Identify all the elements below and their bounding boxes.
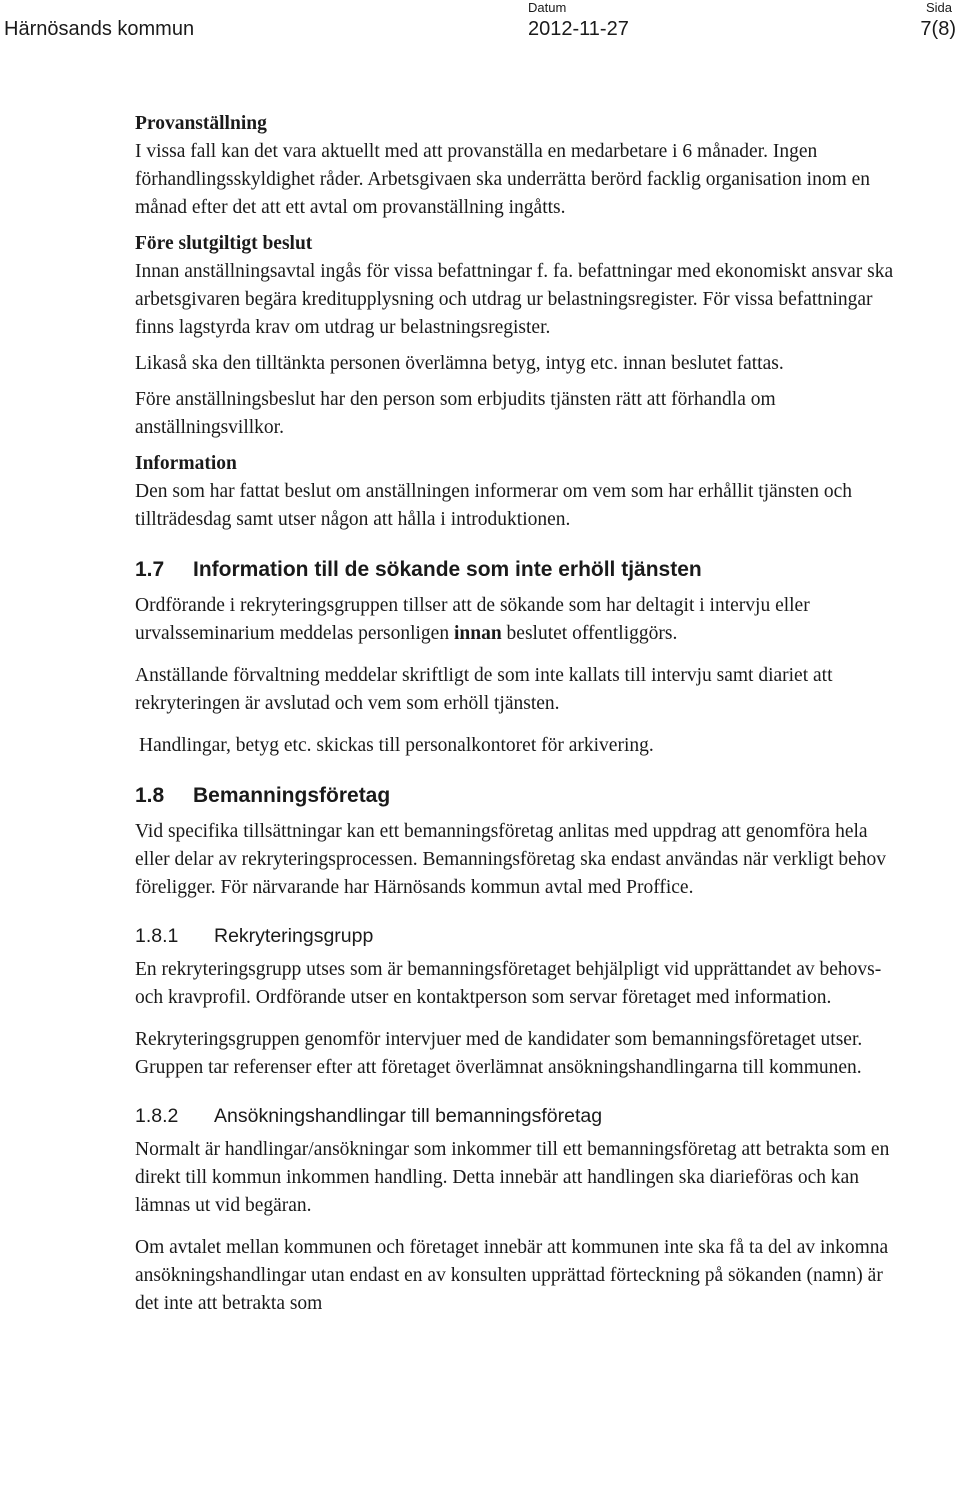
- section-title: Ansökningshandlingar till bemanningsföretag: [214, 1105, 603, 1127]
- section-1-8-1-paragraph-2: Rekryteringsgruppen genomför intervjuer med de kandidater som bemanningsföretaget utser. Gruppen tar referenser efter att företaget överlämnat ansökningshandlingarna till kommunen.: [135, 1029, 863, 1078]
- header-date: 2012-11-27: [528, 18, 629, 40]
- section-1-8-1-heading: [135, 922, 895, 950]
- section-1-8-2-paragraph-1: Normalt är handlingar/ansökningar som inkommer till ett bemanningsföretag att betrakta som en direkt till kommun inkommen handling. Detta innebär att handlingen ska diarieföras och kan lämnas ut vid begäran.: [135, 1139, 890, 1216]
- document-body: [135, 110, 895, 1318]
- emphasis-text: innan: [453, 623, 502, 644]
- provanstallning-text: I vissa fall kan det vara aktuellt med att provanställa en medarbetare i 6 månader. Ingen förhandlingsskyldighet råder. Arbetsgivaen ska underrätta berörd facklig organisation inom en månad efter det att ett avtal om provanställning ingåtts.: [135, 141, 871, 218]
- information-text: Den som har fattat beslut om anställningen informerar om vem som har erhållit tjänsten och tillträdesdag samt utser någon att hålla i introduktionen.: [135, 481, 852, 530]
- section-1-7-paragraph-1: [135, 592, 895, 648]
- section-1-8-paragraph-1: Vid specifika tillsättningar kan ett bemanningsföretag anlitas med uppdrag att genomföra hela eller delar av rekryteringsprocessen. Bemanningsföretag ska endast användas när verkligt behov föreligger. För närvarande har Härnösands kommun avtal med Proffice.: [135, 821, 887, 898]
- text-run: beslutet offentliggörs.: [501, 623, 678, 644]
- provanstallning-heading: Provanställning: [135, 113, 267, 134]
- header-organization: Härnösands kommun: [4, 18, 195, 40]
- page-header: [0, 0, 960, 60]
- text-run: Ordförande i rekryteringsgruppen tillser att de sökande som har deltagit i intervju eller urvalsseminarium meddelas personligen: [135, 595, 810, 644]
- section-1-7-paragraph-2: Anställande förvaltning meddelar skriftligt de som inte kallats till intervju samt diariet att rekryteringen är avslutad och vem som erhöll tjänsten.: [135, 665, 833, 714]
- section-1-7-heading: [135, 556, 895, 584]
- section-1-8-2-heading: [135, 1102, 895, 1130]
- section-number: 1.8: [135, 784, 165, 807]
- section-1-8-2-paragraph-2: Om avtalet mellan kommunen och företaget innebär att kommunen inte ska få ta del av inkomna ansökningshandlingar utan endast en av konsulten upprättad förteckning på sökanden (namn) är det inte att betrakta som: [135, 1237, 889, 1314]
- section-number: 1.8.2: [135, 1105, 179, 1127]
- information-heading: Information: [135, 453, 237, 474]
- fore-beslut-paragraph-2: Likaså ska den tilltänkta personen överlämna betyg, intyg etc. innan beslutet fattas.: [135, 353, 784, 374]
- header-page-label: Sida: [925, 0, 952, 15]
- section-1-8-1-paragraph-1: En rekryteringsgrupp utses som är bemanningsföretaget behjälpligt vid upprättandet av behovs- och kravprofil. Ordförande utser en kontaktperson som servar företaget med information.: [135, 959, 882, 1008]
- section-1-7-paragraph-3: Handlingar, betyg etc. skickas till personalkontoret för arkivering.: [139, 735, 654, 756]
- section-title: Information till de sökande som inte erhöll tjänsten: [193, 558, 702, 581]
- section-number: 1.8.1: [135, 925, 179, 947]
- header-date-label: Datum: [528, 0, 567, 15]
- section-number: 1.7: [135, 558, 165, 581]
- header-page-number: 7(8): [920, 18, 956, 40]
- section-1-8-heading: [135, 782, 895, 810]
- section-title: Bemanningsföretag: [193, 784, 391, 807]
- fore-beslut-heading: Före slutgiltigt beslut: [135, 233, 313, 254]
- fore-beslut-paragraph-1: Innan anställningsavtal ingås för vissa befattningar f. fa. befattningar med ekonomiskt ansvar ska arbetsgivaren begära kreditupplysning och utdrag ur belastningsregister. För vissa befattningar finns lagstyrda krav om utdrag ur belastningsregister.: [135, 261, 894, 338]
- fore-beslut-paragraph-3: Före anställningsbeslut har den person som erbjudits tjänsten rätt att förhandla om anställningsvillkor.: [135, 389, 776, 438]
- section-title: Rekryteringsgrupp: [214, 925, 374, 947]
